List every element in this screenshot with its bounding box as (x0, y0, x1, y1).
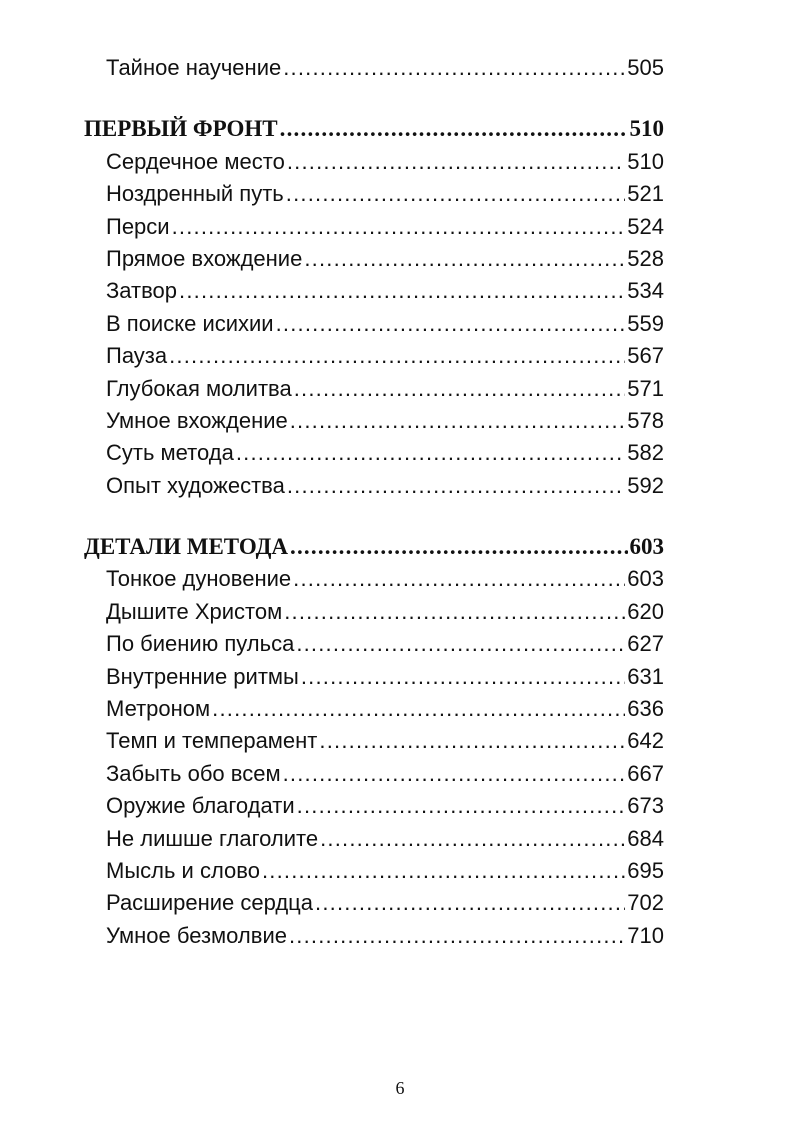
toc-entry-page: 695 (627, 857, 664, 883)
toc-entry-page: 510 (627, 148, 664, 174)
toc-entry-page: 642 (627, 728, 664, 754)
toc-entry (84, 373, 664, 405)
toc-section-heading (84, 531, 664, 563)
dot-leader (293, 563, 625, 595)
dot-leader (290, 531, 627, 563)
toc-entry-page: 534 (627, 278, 664, 304)
toc-entry-page: 521 (627, 181, 664, 207)
dot-leader (289, 920, 625, 952)
toc-entry-title: Прямое вхождение (106, 245, 303, 271)
toc-entry-title: Дышите Христом (106, 598, 283, 624)
toc-entry-page: 578 (627, 407, 664, 433)
toc-entry-page: 567 (627, 343, 664, 369)
toc-entry-title: Затвор (106, 278, 178, 304)
dot-leader (212, 693, 625, 725)
toc-entry-title: Не лишше глаголите (106, 825, 319, 851)
toc-entry (84, 437, 664, 469)
toc-entry-title: Пауза (106, 343, 168, 369)
toc-entry (84, 146, 664, 178)
toc-section-page: 603 (629, 534, 664, 560)
toc-entry-title: По биению пульса (106, 631, 295, 657)
toc-entry-page: 528 (627, 245, 664, 271)
toc-entry (84, 758, 664, 790)
toc-entry-title: Мысль и слово (106, 857, 260, 883)
toc-entry (84, 243, 664, 275)
dot-leader (296, 628, 625, 660)
toc-entry-title: Внутренние ритмы (106, 663, 299, 689)
toc-entry (84, 308, 664, 340)
dot-leader (301, 661, 625, 693)
toc-entry-title: Сердечное место (106, 148, 285, 174)
toc-entry-title: Тайное научение (106, 55, 282, 80)
toc-entry-page: 571 (627, 375, 664, 401)
toc-entry (84, 563, 664, 595)
toc-entry-page: 603 (627, 566, 664, 592)
toc-entry-title: Ноздренный путь (106, 181, 284, 207)
toc-entry (84, 211, 664, 243)
dot-leader (284, 596, 625, 628)
toc-entry-page: 702 (627, 890, 664, 916)
dot-leader (320, 823, 625, 855)
toc-entry (84, 275, 664, 307)
toc-entry-page: 524 (627, 213, 664, 239)
toc-entry-title: Расширение сердца (106, 890, 314, 916)
dot-leader (262, 855, 625, 887)
toc-entry-page: 620 (627, 598, 664, 624)
toc-entry-page: 559 (627, 310, 664, 336)
toc-entry (84, 52, 664, 84)
toc-entry-page: 627 (627, 631, 664, 657)
toc-entry-page: 631 (627, 663, 664, 689)
dot-leader (287, 470, 625, 502)
toc-entry (84, 405, 664, 437)
toc-entry (84, 596, 664, 628)
toc-entry-title: Умное безмолвие (106, 922, 287, 948)
toc-entry-title: Перси (106, 213, 170, 239)
toc-entry (84, 855, 664, 887)
dot-leader (297, 790, 626, 822)
toc-entry (84, 693, 664, 725)
toc-entry-title: Умное вхождение (106, 407, 288, 433)
toc-entry-page: 592 (627, 472, 664, 498)
toc-entry-title: Тонкое дуновение (106, 566, 292, 592)
dot-leader (283, 758, 626, 790)
toc-entry-title: В поиске исихии (106, 310, 274, 336)
toc-entry-page: 667 (627, 760, 664, 786)
toc-entry (84, 340, 664, 372)
dot-leader (294, 373, 626, 405)
toc-section-title: ДЕТАЛИ МЕТОДА (84, 534, 289, 560)
dot-leader (169, 340, 625, 372)
toc-entry-title: Суть метода (106, 440, 234, 466)
toc-entry (84, 920, 664, 952)
toc-entry (84, 628, 664, 660)
toc-entry-page: 673 (627, 793, 664, 819)
toc-section-page: 510 (629, 116, 664, 142)
toc-entry-title: Оружие благодати (106, 793, 295, 819)
toc-entry-page: 710 (627, 922, 664, 948)
dot-leader (172, 211, 626, 243)
toc-entry (84, 725, 664, 757)
page-number: 6 (395, 1078, 405, 1098)
dot-leader (287, 146, 625, 178)
dot-leader (304, 243, 625, 275)
toc-entry (84, 470, 664, 502)
toc-entry-title: Опыт художества (106, 472, 285, 498)
toc-entry-title: Темп и темперамент (106, 728, 318, 754)
table-of-contents (84, 52, 664, 952)
toc-entry-title: Забыть обо всем (106, 760, 281, 786)
toc-section-title: ПЕРВЫЙ ФРОНТ (84, 116, 278, 142)
toc-entry-page: 636 (627, 696, 664, 722)
toc-entry (84, 823, 664, 855)
toc-entry-page: 684 (627, 825, 664, 851)
toc-entry (84, 790, 664, 822)
toc-entry-page: 582 (627, 440, 664, 466)
toc-entry (84, 887, 664, 919)
dot-leader (280, 113, 628, 145)
dot-leader (290, 405, 626, 437)
dot-leader (276, 308, 626, 340)
toc-entry-title: Глубокая молитва (106, 375, 292, 401)
dot-leader (283, 52, 625, 84)
dot-leader (179, 275, 625, 307)
dot-leader (319, 725, 625, 757)
toc-entry (84, 178, 664, 210)
toc-section-heading (84, 113, 664, 145)
toc-entry (84, 661, 664, 693)
dot-leader (286, 178, 626, 210)
toc-entry-page: 505 (627, 55, 664, 80)
dot-leader (315, 887, 625, 919)
toc-entry-title: Метроном (106, 696, 211, 722)
dot-leader (236, 437, 625, 469)
